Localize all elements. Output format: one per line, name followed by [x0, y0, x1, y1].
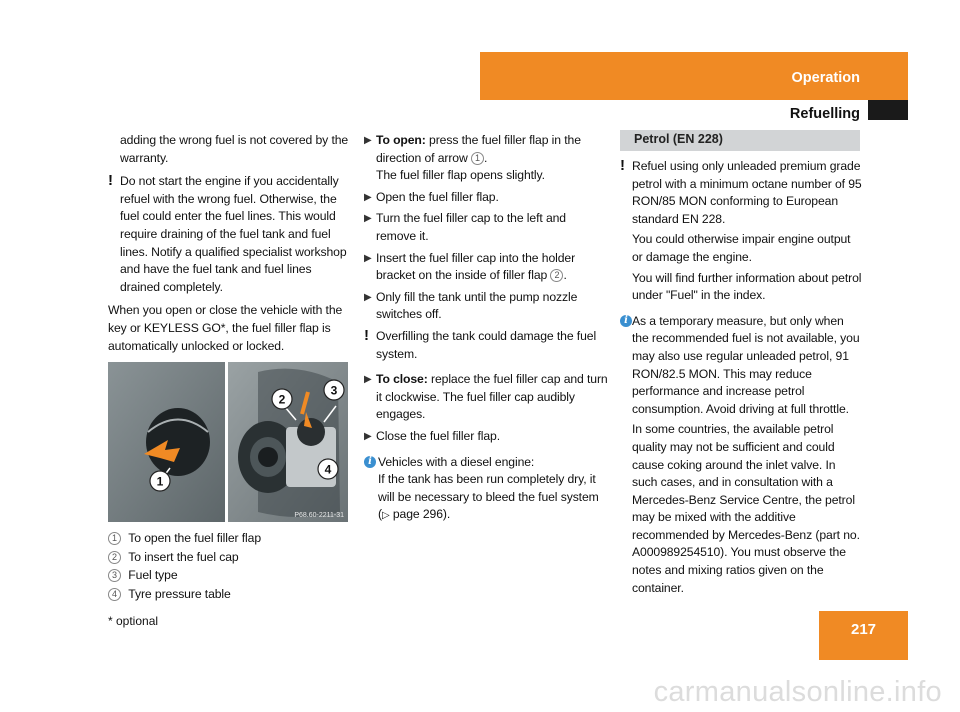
info-text-a: If the tank has been run completely dry, it will be necessary to bleed the fuel system ( — [378, 472, 599, 522]
step-arrow-icon: ▶ — [364, 135, 372, 146]
svg-text:1: 1 — [156, 474, 164, 489]
warning-text: Overfilling the tank could damage the fuel system. — [376, 328, 597, 361]
step-arrow-icon: ▶ — [364, 291, 372, 303]
legend-number-3: 3 — [108, 569, 121, 582]
close-label: To close: — [376, 372, 428, 387]
step-arrow-icon: ▶ — [364, 374, 372, 386]
column-1 — [108, 132, 353, 381]
step-arrow-icon: ▶ — [364, 213, 372, 225]
ref-number-1: 1 — [471, 152, 484, 165]
legend-text: Tyre pressure table — [128, 586, 231, 601]
page-ref-arrow-icon: ▷ — [381, 510, 390, 522]
svg-text:2: 2 — [278, 392, 286, 407]
legend-item — [108, 549, 353, 567]
step-close — [364, 371, 608, 424]
figure-legend — [108, 530, 353, 603]
info-title: Vehicles with a diesel engine: — [378, 454, 535, 469]
paragraph-warranty: adding the wrong fuel is not covered by the warranty. — [120, 133, 349, 165]
info-text-b: In some countries, the available petrol quality may not be sufficient and could cause coking around the inlet valve. In such cases, and in consultation with a Mercedes-Benz Service Centre, the petrol may be mixed with the additive recommended by Mercedes-Benz (part no. A000989254510). You must observe the notes and mixing ratios given on the container. — [632, 422, 860, 595]
step-arrow-icon: ▶ — [364, 430, 372, 442]
section-heading: Petrol (EN 228) — [634, 132, 723, 146]
footnote: * optional — [108, 614, 159, 628]
header-section-title: Operation — [791, 70, 860, 86]
warning-petrol — [620, 158, 862, 305]
legend-number-2: 2 — [108, 551, 121, 564]
warning-text-c: You will find further information about petrol under "Fuel" in the index. — [632, 270, 862, 303]
step-open — [364, 132, 608, 185]
warning-icon: ! — [108, 172, 113, 190]
header-black-tab — [868, 100, 908, 120]
warning-text-a: Refuel using only unleaded premium grade petrol with a minimum octane number of 95 RON/85 MON conforming to European standard EN 228. — [632, 159, 862, 226]
image-code: P68.60-2211-31 — [294, 512, 344, 519]
header-subsection-title: Refuelling — [789, 106, 860, 122]
legend-item — [108, 530, 353, 548]
step-text-end: . — [563, 268, 567, 283]
legend-text: Fuel type — [128, 568, 178, 583]
info-text-a: As a temporary measure, but only when the recommended fuel is not available, you may also use regular unleaded petrol, 91 RON/82.5 MON. This may reduce performance and increase petrol consumption. Avoid driving at full throttle. — [632, 313, 860, 416]
column-2 — [364, 132, 608, 529]
step-insert-cap — [364, 250, 608, 285]
step-text: Insert the fuel filler cap into the holder bracket on the inside of filler flap — [376, 250, 576, 283]
svg-text:4: 4 — [324, 462, 332, 477]
legend-text: To open the fuel filler flap — [128, 531, 261, 545]
step-fill — [364, 289, 608, 324]
fuel-flap-photo — [108, 362, 348, 522]
page-ref-link[interactable]: page 296). — [389, 507, 451, 522]
info-icon: i — [620, 315, 632, 327]
step-text: Only fill the tank until the pump nozzle switches off. — [376, 289, 578, 322]
legend-number-4: 4 — [108, 588, 121, 601]
info-icon: i — [364, 456, 376, 468]
step-close-flap — [364, 428, 608, 446]
close-text: replace the fuel filler cap and turn it clockwise. The fuel filler cap audibly engages. — [376, 372, 608, 422]
step-remove-cap — [364, 210, 608, 245]
open-text-end: . — [483, 150, 488, 165]
paragraph-keyless: When you open or close the vehicle with the key or KEYLESS GO*, the fuel filler flap is automatically unlocked or locked. — [108, 303, 343, 353]
info-diesel — [364, 454, 608, 525]
step-text: Close the fuel filler flap. — [376, 428, 500, 443]
legend-number-1: 1 — [108, 532, 121, 545]
warning-overfill — [364, 328, 608, 363]
legend-text: To insert the fuel cap — [128, 549, 239, 564]
step-arrow-icon: ▶ — [364, 191, 372, 203]
warning-icon: ! — [620, 157, 625, 174]
open-result: The fuel filler flap opens slightly. — [376, 168, 545, 183]
watermark: carmanualsonline.info — [653, 676, 942, 708]
step-text: Open the fuel filler flap. — [376, 189, 499, 204]
ref-number-2: 2 — [550, 269, 563, 282]
legend-item — [108, 567, 353, 585]
step-open-flap — [364, 189, 608, 207]
fuel-flap-illustration — [108, 362, 348, 522]
info-text — [378, 471, 608, 525]
info-regular-petrol — [620, 313, 862, 598]
step-arrow-icon: ▶ — [364, 252, 372, 264]
open-label: To open: — [376, 133, 426, 147]
legend-item — [108, 586, 353, 604]
svg-text:3: 3 — [330, 383, 338, 398]
page-number: 217 — [850, 621, 877, 638]
column-3 — [620, 158, 862, 601]
warning-wrong-fuel — [108, 173, 353, 296]
open-text: press the fuel filler flap in the direction of arrow — [376, 133, 581, 165]
step-text: Turn the fuel filler cap to the left and remove it. — [376, 211, 566, 243]
warning-icon: ! — [364, 326, 369, 344]
warning-text-b: You could otherwise impair engine output or damage the engine. — [632, 232, 851, 264]
warning-wrong-fuel-text: Do not start the engine if you accidentally refuel with the wrong fuel. Otherwise, the fuel could enter the fuel lines. This would require draining of the fuel tank and fuel lines. Notify a qualified specialist workshop and have the fuel tank and fuel lines drained completely. — [120, 174, 347, 294]
